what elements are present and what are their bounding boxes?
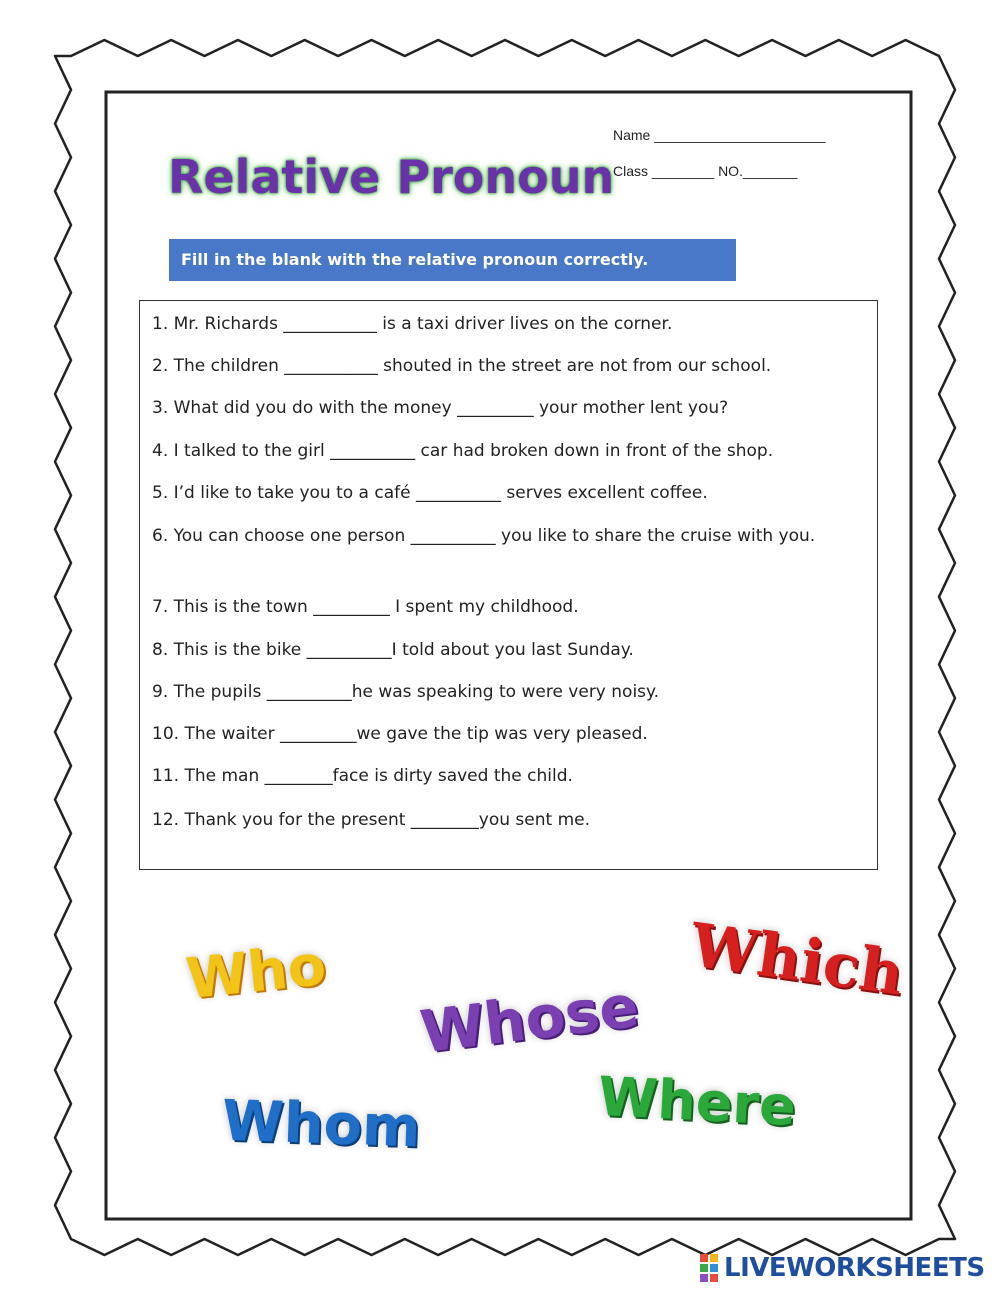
word-bank-which: Which <box>686 910 908 1010</box>
question-6: 6. You can choose one person __________ you like to share the cruise with you. <box>152 526 816 546</box>
question-2: 2. The children ___________ shouted in the street are not from our school. <box>152 356 772 376</box>
word-bank-whom: Whom <box>220 1088 422 1161</box>
liveworksheets-logo-icon <box>700 1254 720 1282</box>
question-1: 1. Mr. Richards ___________ is a taxi driver lives on the corner. <box>152 314 673 334</box>
word-bank-whose: Whose <box>416 971 643 1067</box>
liveworksheets-logo-text: LIVEWORKSHEETS <box>724 1253 985 1283</box>
question-4: 4. I talked to the girl __________ car had broken down in front of the shop. <box>152 441 774 461</box>
question-box <box>139 300 878 870</box>
question-5: 5. I’d like to take you to a café __________ serves excellent coffee. <box>152 483 708 503</box>
question-9: 9. The pupils __________he was speaking to were very noisy. <box>152 682 660 702</box>
name-field-label: Name ______________________ <box>613 127 826 143</box>
liveworksheets-logo <box>700 1253 985 1283</box>
page-title: Relative Pronoun <box>168 150 615 204</box>
question-11: 11. The man ________face is dirty saved the child. <box>152 766 573 786</box>
word-bank-where: Where <box>596 1064 798 1139</box>
question-10: 10. The waiter _________we gave the tip was very pleased. <box>152 724 648 744</box>
question-8: 8. This is the bike __________I told about you last Sunday. <box>152 640 634 660</box>
question-3: 3. What did you do with the money _________ your mother lent you? <box>152 398 729 418</box>
question-7: 7. This is the town _________ I spent my childhood. <box>152 597 579 617</box>
instruction-banner: Fill in the blank with the relative pronoun correctly. <box>169 239 736 281</box>
question-12: 12. Thank you for the present ________you sent me. <box>152 810 591 830</box>
word-bank-who: Who <box>182 932 330 1013</box>
class-field-label: Class ________ NO._______ <box>613 163 798 179</box>
